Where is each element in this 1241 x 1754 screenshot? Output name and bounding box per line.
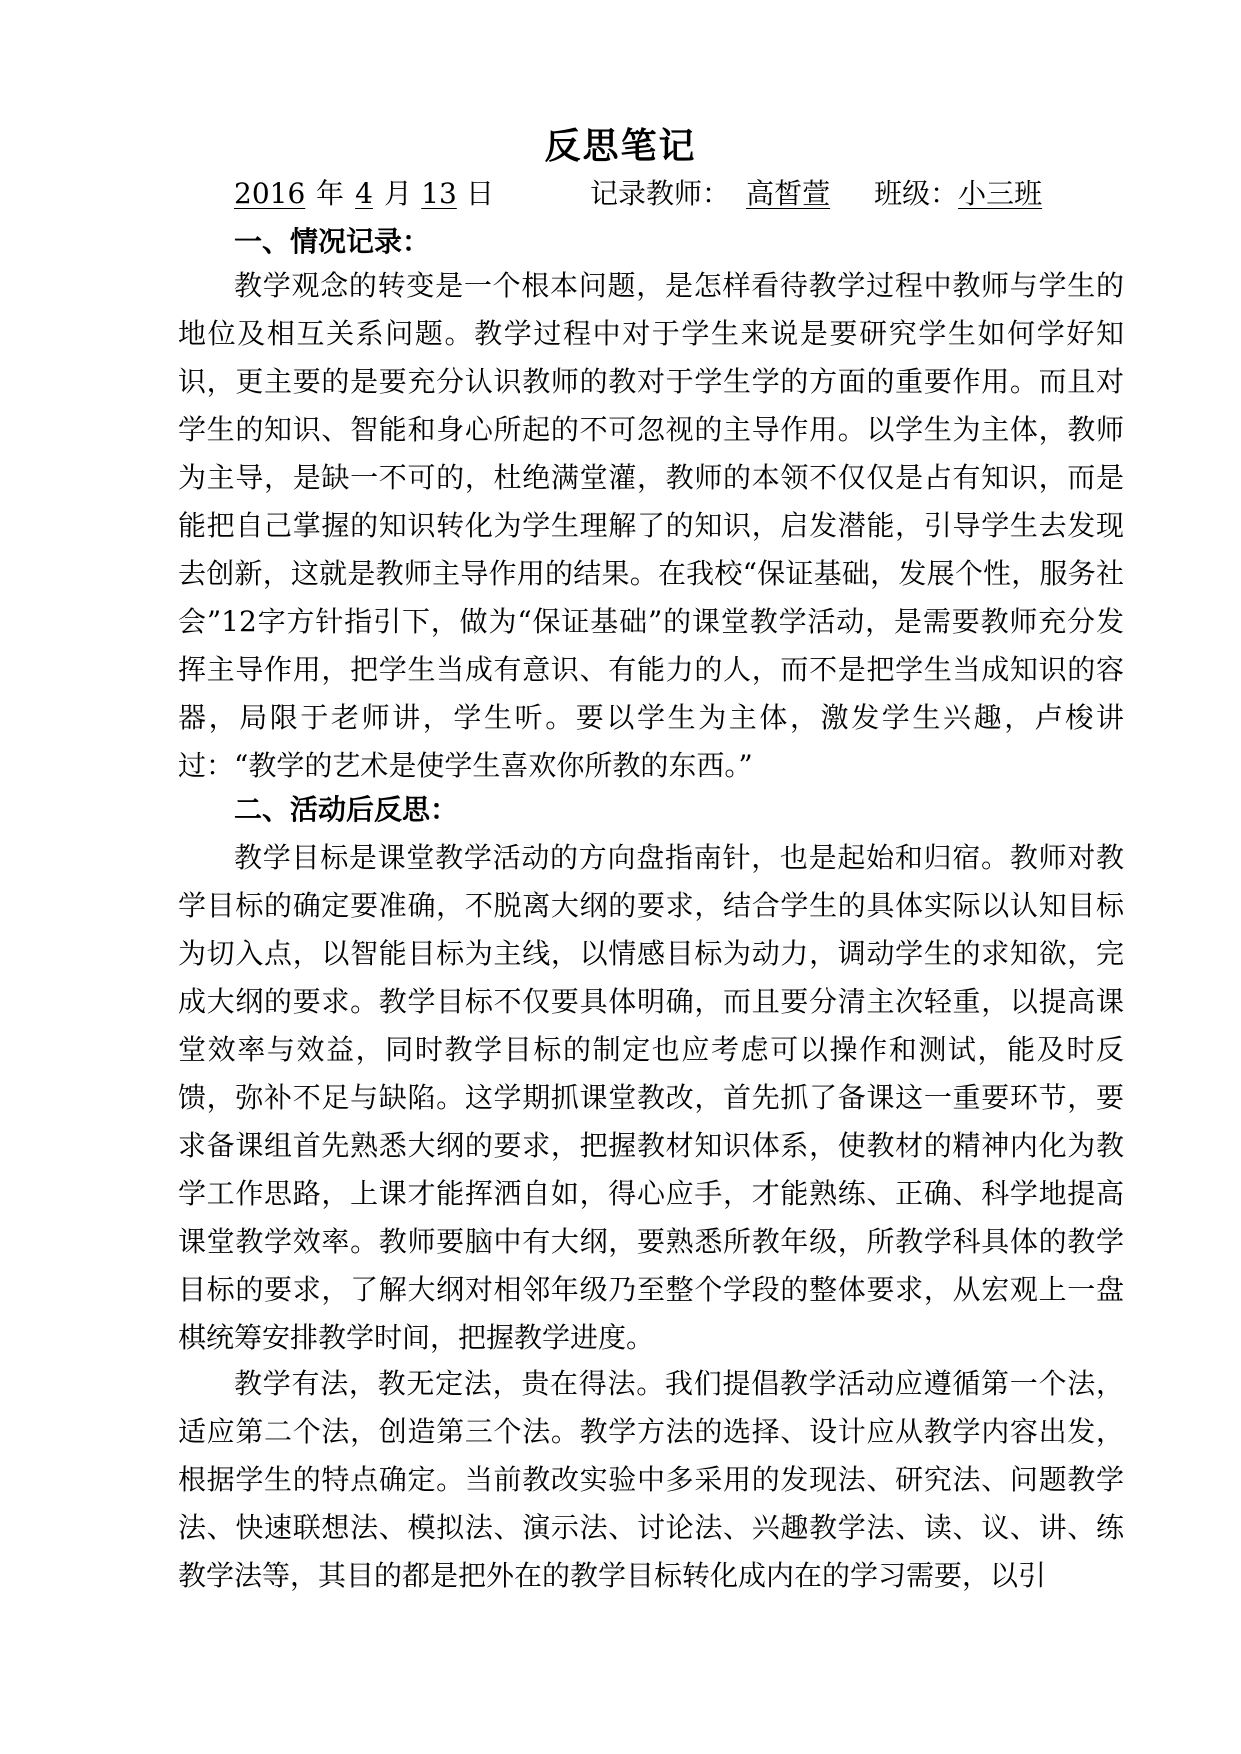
teacher-label: 记录教师： [590, 177, 731, 210]
section2-paragraph-2: 教学有法，教无定法，贵在得法。我们提倡教学活动应遵循第一个法，适应第二个法，创造第三个法。教学方法的选择、设计应从教学内容出发，根据学生的特点确定。当前教改实验中多采用的发现法、研究法、问题教学法、快速联想法、模拟法、演示法、讨论法、兴趣教学法、读、议、讲、练教学法等，其目的都是把外在的教学目标转化成内在的学习需要，以引 [178, 1367, 1124, 1592]
class-label: 班级： [874, 177, 959, 210]
day-unit: 日 [466, 177, 495, 210]
section1-heading: 一、情况记录： [234, 225, 431, 258]
document-title: 反思笔记 [544, 125, 697, 167]
teacher-name: 高皙萱 [746, 177, 831, 210]
record-month: 4 [355, 177, 373, 210]
month-unit: 月 [384, 177, 413, 210]
record-year: 2016 [234, 177, 306, 210]
section2-paragraph-1: 教学目标是课堂教学活动的方向盘指南针，也是起始和归宿。教师对教学目标的确定要准确，不脱离大纲的要求，结合学生的具体实际以认知目标为切入点，以智能目标为主线，以情感目标为动力，调动学生的求知欲，完成大纲的要求。教学目标不仅要具体明确，而且要分清主次轻重，以提高课堂效率与效益，同时教学目标的制定也应考虑可以操作和测试，能及时反馈，弥补不足与缺陷。这学期抓课堂教改，首先抓了备课这一重要环节，要求备课组首先熟悉大纲的要求，把握教材知识体系，使教材的精神内化为教学工作思路，上课才能挥洒自如，得心应手，才能熟练、正确、科学地提高课堂教学效率。教师要脑中有大纲，要熟悉所教年级，所教学科具体的教学目标的要求，了解大纲对相邻年级乃至整个学段的整体要求，从宏观上一盘棋统筹安排教学时间，把握教学进度。 [178, 841, 1124, 1354]
year-unit: 年 [316, 177, 345, 210]
class-name: 小三班 [958, 177, 1043, 210]
section2-heading: 二、活动后反思： [234, 793, 459, 826]
record-info-line [234, 174, 1134, 214]
record-day: 13 [421, 177, 457, 210]
section1-paragraph: 教学观念的转变是一个根本问题，是怎样看待教学过程中教师与学生的地位及相互关系问题。教学过程中对于学生来说是要研究学生如何学好知识，更主要的是要充分认识教师的教对于学生学的方面的重要作用。而且对学生的知识、智能和身心所起的不可忽视的主导作用。以学生为主体，教师为主导，是缺一不可的，杜绝满堂灌，教师的本领不仅仅是占有知识，而是能把自己掌握的知识转化为学生理解了的知识，启发潜能，引导学生去发现去创新，这就是教师主导作用的结果。在我校“保证基础，发展个性，服务社会”12字方针指引下，做为“保证基础”的课堂教学活动，是需要教师充分发挥主导作用，把学生当成有意识、有能力的人，而不是把学生当成知识的容器，局限于老师讲，学生听。要以学生为主体，激发学生兴趣，卢梭讲过：“教学的艺术是使学生喜欢你所教的东西。” [178, 269, 1124, 782]
